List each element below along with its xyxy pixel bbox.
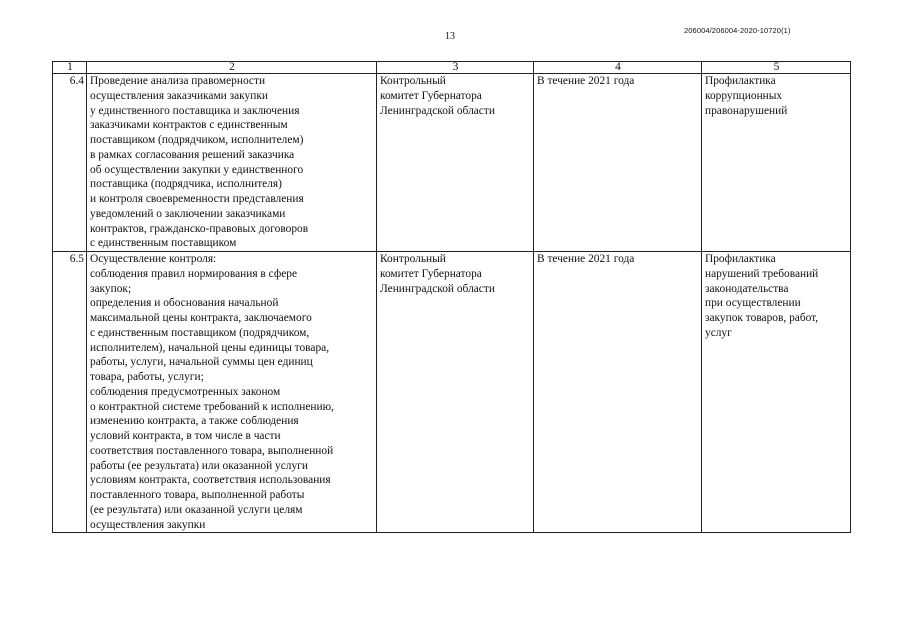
cell-text-line: определения и обоснования начальной — [90, 297, 279, 310]
action-cell — [87, 252, 377, 533]
cell-text-line: Ленинградской области — [380, 282, 495, 295]
cell-text-line: (ее результата) или оказанной услуги целям — [90, 503, 303, 516]
cell-text-line: с единственным поставщиком — [90, 237, 237, 250]
cell-text-line: В течение 2021 года — [537, 253, 635, 265]
column-number: 1 — [53, 62, 87, 74]
cell-text-line: уведомлений о заключении заказчиками — [90, 207, 286, 220]
row-number: 6.5 — [53, 252, 87, 533]
cell-text-line: закупок; — [90, 282, 132, 295]
cell-text-line: закупок товаров, работ, — [705, 312, 819, 324]
document-code: 206004/206004-2020-10720(1) — [684, 26, 791, 35]
cell-text-line: условий контракта, в том числе в части — [90, 430, 281, 442]
cell-text-line: осуществления заказчиками закупки — [90, 89, 268, 102]
cell-text-line: В течение 2021 года — [537, 75, 635, 87]
cell-text-line: Профилактика — [705, 253, 776, 265]
cell-text-line: товара, работы, услуги; — [90, 371, 204, 383]
cell-text-line: максимальной цены контракта, заключаемого — [90, 312, 312, 324]
cell-text-line: Контрольный — [380, 253, 446, 265]
table-row — [53, 74, 851, 252]
page-number: 13 — [445, 31, 455, 42]
deadline-cell — [534, 252, 702, 533]
cell-text-line: соответствия поставленного товара, выполненной — [90, 444, 334, 457]
cell-text-line: у единственного поставщика и заключения — [90, 104, 300, 117]
action-cell — [87, 74, 377, 252]
cell-text-line: Профилактика — [705, 75, 776, 87]
cell-text-line: соблюдения предусмотренных законом — [90, 385, 281, 398]
responsible-cell — [377, 74, 534, 252]
cell-text-line: в рамках согласования решений заказчика — [90, 148, 295, 161]
row-number: 6.4 — [53, 74, 87, 252]
cell-text-line: комитет Губернатора — [380, 89, 482, 102]
cell-text-line: с единственным поставщиком (подрядчиком, — [90, 326, 310, 339]
column-number: 4 — [534, 62, 702, 74]
cell-text-line: работы (ее результата) или оказанной услуги — [90, 459, 308, 472]
table-row — [53, 252, 851, 533]
deadline-cell — [534, 74, 702, 252]
cell-text-line: Осуществление контроля: — [90, 253, 217, 265]
cell-text-line: поставщиком (подрядчиком, исполнителем) — [90, 134, 304, 146]
cell-text-line: изменению контракта, а также соблюдения — [90, 415, 299, 428]
cell-text-line: коррупционных — [705, 89, 783, 102]
column-number: 3 — [377, 62, 534, 74]
result-cell — [702, 74, 851, 252]
cell-text-line: правонарушений — [705, 104, 788, 117]
responsible-cell — [377, 252, 534, 533]
cell-text-line: Контрольный — [380, 75, 446, 87]
cell-text-line: работы, услуги, начальной суммы цен единиц — [90, 356, 313, 369]
cell-text-line: осуществления закупки — [90, 518, 206, 531]
column-number: 5 — [702, 62, 851, 74]
column-number-row — [53, 62, 851, 74]
cell-text-line: соблюдения правил нормирования в сфере — [90, 267, 298, 280]
cell-text-line: поставленного товара, выполненной работы — [90, 489, 305, 501]
cell-text-line: заказчиками контрактов с единственным — [90, 119, 288, 132]
column-number: 2 — [87, 62, 377, 74]
cell-text-line: поставщика (подрядчика, исполнителя) — [90, 178, 282, 191]
cell-text-line: нарушений требований — [705, 267, 819, 280]
cell-text-line: при осуществлении — [705, 297, 801, 310]
cell-text-line: о контрактной системе требований к исполнению, — [90, 400, 334, 413]
cell-text-line: об осуществлении закупки у единственного — [90, 163, 304, 176]
cell-text-line: Ленинградской области — [380, 104, 495, 117]
result-cell — [702, 252, 851, 533]
measures-table — [52, 61, 851, 533]
cell-text-line: законодательства — [705, 282, 789, 295]
cell-text-line: и контроля своевременности представления — [90, 193, 304, 205]
cell-text-line: контрактов, гражданско-правовых договоров — [90, 222, 309, 235]
cell-text-line: комитет Губернатора — [380, 267, 482, 280]
cell-text-line: исполнителем), начальной цены единицы товара, — [90, 341, 330, 354]
cell-text-line: условиям контракта, соответствия использования — [90, 474, 331, 487]
cell-text-line: Проведение анализа правомерности — [90, 75, 266, 87]
cell-text-line: услуг — [705, 326, 732, 339]
